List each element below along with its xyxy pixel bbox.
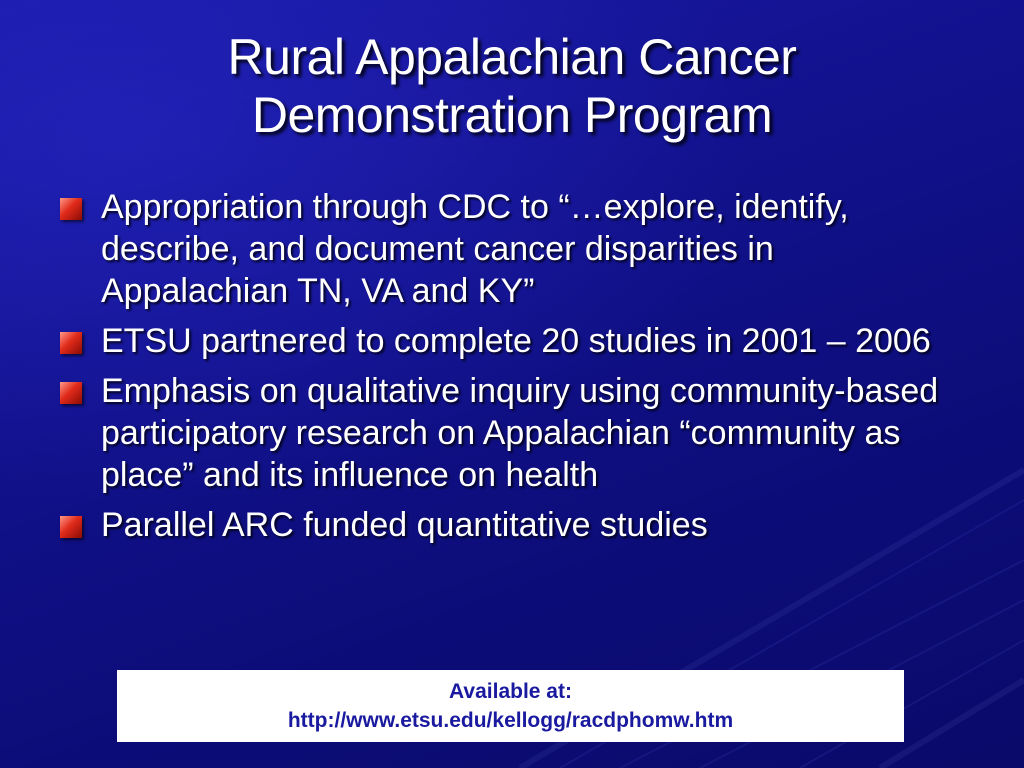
bullet-list bbox=[58, 186, 958, 554]
source-url-link[interactable]: http://www.etsu.edu/kellogg/racdphomw.htm bbox=[287, 709, 734, 732]
slide-title-line-2: Demonstration Program bbox=[251, 87, 773, 143]
bullet-text: Appropriation through CDC to “…explore, identify, describe, and document cancer disparities in Appalachian TN, VA and KY” bbox=[101, 188, 849, 310]
bullet-text: ETSU partnered to complete 20 studies in 2001 – 2006 bbox=[101, 322, 931, 360]
slide-title-line-1: Rural Appalachian Cancer bbox=[227, 29, 797, 85]
bullet-text: Parallel ARC funded quantitative studies bbox=[101, 506, 708, 544]
bullet-item bbox=[58, 320, 958, 362]
slide-title bbox=[0, 28, 1024, 144]
bullet-item bbox=[58, 370, 958, 496]
red-square-bullet-icon bbox=[60, 332, 82, 354]
red-square-bullet-icon bbox=[60, 198, 82, 220]
bullet-text: Emphasis on qualitative inquiry using community-based participatory research on Appalachian “community as place” and its influence on health bbox=[101, 372, 939, 494]
bullet-item bbox=[58, 504, 958, 546]
source-box bbox=[117, 670, 904, 742]
bullet-item bbox=[58, 186, 958, 312]
red-square-bullet-icon bbox=[60, 516, 82, 538]
source-label: Available at: bbox=[449, 680, 572, 703]
red-square-bullet-icon bbox=[60, 382, 82, 404]
